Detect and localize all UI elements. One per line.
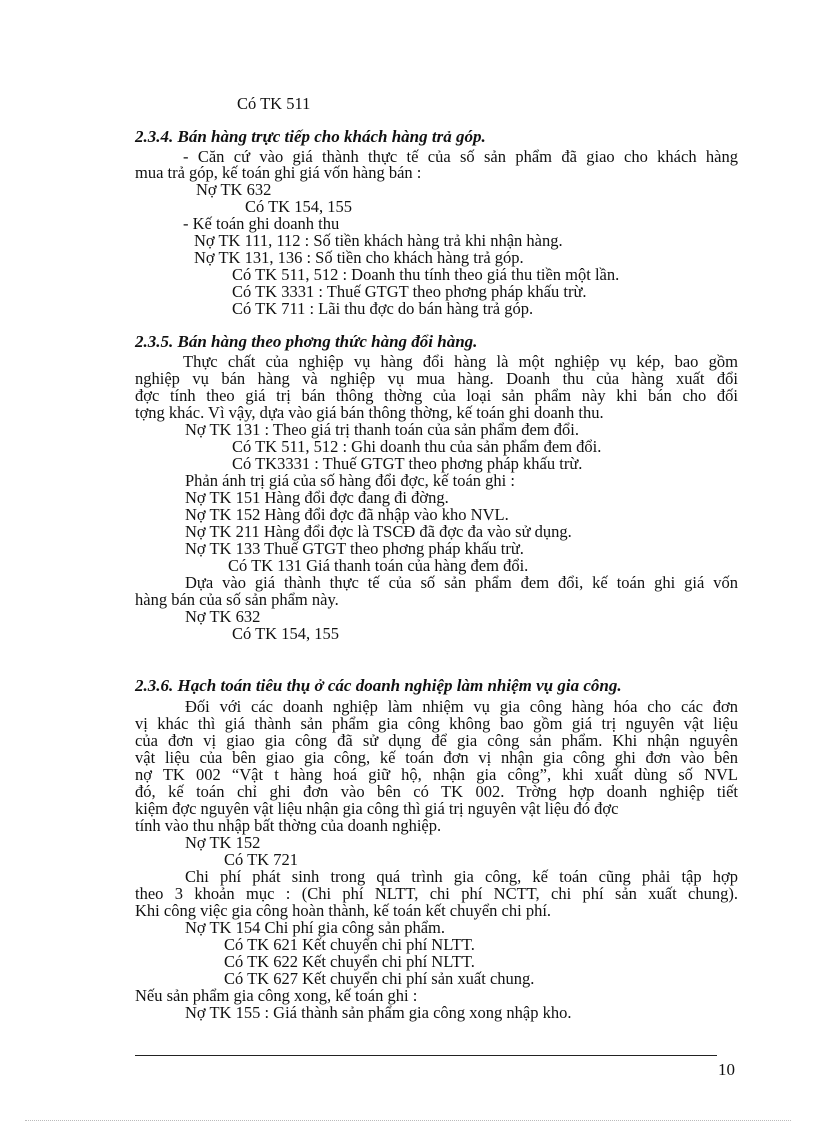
text-line: Có TK 3331 : Thuế GTGT theo phơng pháp khấu trừ. xyxy=(232,282,587,301)
text-line: Nợ TK 154 Chi phí gia công sản phẩm. xyxy=(185,918,446,937)
text-line: Chi phí phát sinh trong quá trình gia công, kế toán cũng phải tập hợp xyxy=(185,867,738,886)
section-heading-2-3-5: 2.3.5. Bán hàng theo phơng thức hàng đổi hàng. xyxy=(135,332,478,351)
section-heading-2-3-4: 2.3.4. Bán hàng trực tiếp cho khách hàng trả góp. xyxy=(135,127,486,146)
text-line: Nợ TK 211 Hàng đổi đợc là TSCĐ đã đợc đa vào sử dụng. xyxy=(185,522,572,541)
text-line: Nợ TK 151 Hàng đổi đợc đang đi đờng. xyxy=(185,488,449,507)
text-line: Nợ TK 152 xyxy=(185,833,261,852)
text-line: nợ TK 002 “Vật t hàng hoá giữ hộ, nhận gia công”, khi xuất dùng số NVL xyxy=(135,765,738,784)
text-line: theo 3 khoản mục : (Chi phí NLTT, chi phí NCTT, chi phí sản xuất chung). xyxy=(135,884,738,903)
section-heading-2-3-6: 2.3.6. Hạch toán tiêu thụ ở các doanh nghiệp làm nhiệm vụ gia công. xyxy=(135,676,622,695)
text-line: Đối với các doanh nghiệp làm nhiệm vụ gia công hàng hóa cho các đơn xyxy=(185,697,738,716)
text-line: tính vào thu nhập bất thờng của doanh nghiệp. xyxy=(135,816,442,835)
text-line: của đơn vị giao gia công đã sử dụng để gia công sản phẩm. Khi nhận nguyên xyxy=(135,731,738,750)
text-line: Có TK 622 Kết chuyển chi phí NLTT. xyxy=(224,952,475,971)
page-edge-dots xyxy=(25,1120,791,1121)
text-line: Có TK 511 xyxy=(237,94,311,113)
text-line: Dựa vào giá thành thực tế của số sản phẩm đem đổi, kế toán ghi giá vốn xyxy=(185,573,738,592)
text-line: đợc tính theo giá trị bán thông thờng của loại sản phẩm này khi bán cho đối xyxy=(135,386,738,405)
text-line: Nợ TK 111, 112 : Số tiền khách hàng trả khi nhận hàng. xyxy=(194,231,563,250)
text-line: Có TK 621 Kết chuyển chi phí NLTT. xyxy=(224,935,475,954)
page-number: 10 xyxy=(718,1060,735,1079)
text-line: Có TK3331 : Thuế GTGT theo phơng pháp khấu trừ. xyxy=(232,454,583,473)
text-line: Có TK 711 : Lãi thu đợc do bán hàng trả góp. xyxy=(232,299,534,318)
text-line: Nợ TK 632 xyxy=(196,180,272,199)
text-line: đó, kế toán chỉ ghi đơn vào bên có TK 002. Trờng hợp doanh nghiệp tiết xyxy=(135,782,738,801)
text-line: hàng bán của số sản phẩm này. xyxy=(135,590,339,609)
text-line: kiệm đợc nguyên vật liệu nhận gia công thì giá trị nguyên vật liệu đó đợc xyxy=(135,799,619,818)
text-line: mua trả góp, kế toán ghi giá vốn hàng bán : xyxy=(135,163,422,182)
text-line: Nợ TK 131, 136 : Số tiền cho khách hàng trả góp. xyxy=(194,248,524,267)
text-line: nghiệp vụ bán hàng và nghiệp vụ mua hàng. Doanh thu của hàng xuất đổi xyxy=(135,369,738,388)
text-line: Khi công việc gia công hoàn thành, kế toán kết chuyển chi phí. xyxy=(135,901,552,920)
text-line: Nợ TK 131 : Theo giá trị thanh toán của sản phẩm đem đổi. xyxy=(185,420,579,439)
text-line: tợng khác. Vì vậy, dựa vào giá bán thông thờng, kế toán ghi doanh thu. xyxy=(135,403,604,422)
text-line: vật liệu của bên giao gia công, kế toán đơn vị nhận gia công ghi đơn vào bên xyxy=(135,748,738,767)
text-line: Phản ánh trị giá của số hàng đổi đợc, kế toán ghi : xyxy=(185,471,515,490)
footer-rule xyxy=(135,1055,717,1056)
text-line: Thực chất của nghiệp vụ hàng đổi hàng là một nghiệp vụ kép, bao gồm xyxy=(183,352,738,371)
text-line: vị khác thì giá thành sản phẩm gia công không bao gồm giá trị nguyên vật liệu xyxy=(135,714,738,733)
text-line: Có TK 511, 512 : Doanh thu tính theo giá thu tiền một lần. xyxy=(232,265,620,284)
text-line: Có TK 627 Kết chuyển chi phí sản xuất chung. xyxy=(224,969,535,988)
text-line: Nợ TK 632 xyxy=(185,607,261,626)
text-line: Có TK 721 xyxy=(224,850,298,869)
text-line: Nợ TK 133 Thuế GTGT theo phơng pháp khấu trừ. xyxy=(185,539,524,558)
text-line: Nợ TK 155 : Giá thành sản phẩm gia công xong nhập kho. xyxy=(185,1003,572,1022)
text-line: Nếu sản phẩm gia công xong, kế toán ghi : xyxy=(135,986,418,1005)
text-line: Có TK 131 Giá thanh toán của hàng đem đổi. xyxy=(228,556,529,575)
text-line: Có TK 511, 512 : Ghi doanh thu của sản phẩm đem đổi. xyxy=(232,437,602,456)
text-line: Có TK 154, 155 xyxy=(232,624,339,643)
text-line: - Kế toán ghi doanh thu xyxy=(183,214,340,233)
text-line: - Căn cứ vào giá thành thực tế của số sản phẩm đã giao cho khách hàng xyxy=(183,147,738,166)
text-line: Nợ TK 152 Hàng đổi đợc đã nhập vào kho NVL. xyxy=(185,505,509,524)
text-line: Có TK 154, 155 xyxy=(245,197,352,216)
